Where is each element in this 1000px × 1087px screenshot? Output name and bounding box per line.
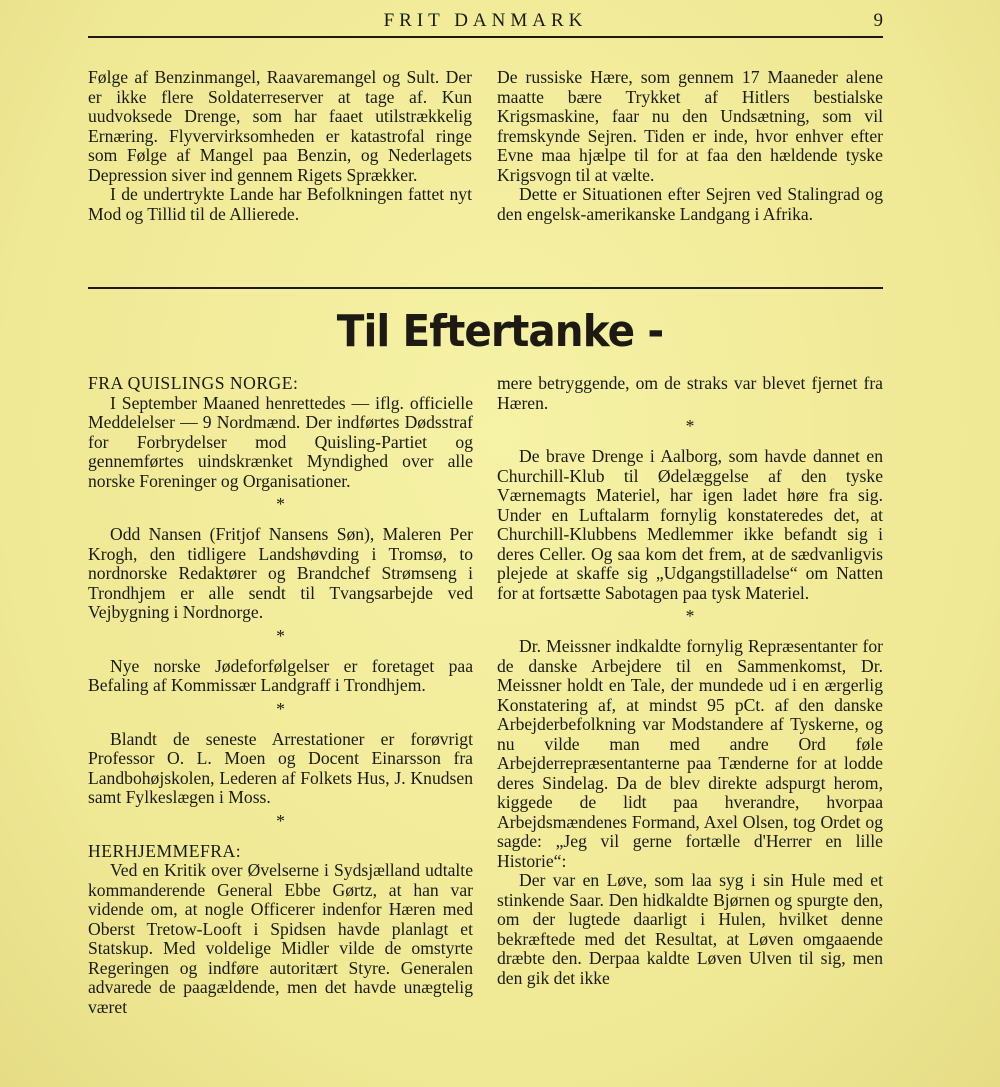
paragraph: mere betryggende, om de straks var blevet fjernet fra Hæren.: [497, 373, 883, 413]
paragraph: Odd Nansen (Fritjof Nansens Søn), Maleren Per Krogh, den tidligere Landshøvding i Tromsø, to nordnorske Redaktører og Brandchef Strømseng i Trondhjem er alle sendt til Tvangsarbejde ved Vejbygning i Nordnorge.: [88, 524, 473, 622]
section-heading: FRA QUISLINGS NORGE:: [88, 373, 299, 393]
paragraph: Dr. Meissner indkaldte fornylig Repræsentanter for de danske Arbejdere til en Sammenkomst, Dr. Meissner holdt en Tale, der mundede ud i en ærgerlig Konstatering af, at mindst 95 pCt. af den danske Arbejderbefolkning var Modstandere af Tyskerne, og nu vilde man med andre Ord føle Arbejderrepræsentanterne paa Tænderne for at lodde deres Sindelag. Da de blev direkte adspurgt herom, kiggede de lidt paa hverandre, hvorpaa Arbejdsmændenes Formand, Axel Olsen, tog Ordet og sagde: „Jeg vil gerne fortælle d'Herrer en lille Historie“:: [497, 636, 883, 871]
paragraph: Blandt de seneste Arrestationer er forøvrigt Professor O. L. Moen og Docent Einarsson fra Landbohøjskolen, Lederen af Folkets Hus, J. Knudsen samt Fylkeslægen i Moss.: [88, 728, 473, 807]
paragraph: Nye norske Jødeforfølgelser er foretaget paa Befaling af Kommissær Landgraff i Trondhjem.: [88, 655, 473, 695]
top-right-column: [497, 68, 883, 224]
section-rule: [88, 287, 883, 289]
separator-star: *: [276, 625, 285, 646]
separator-star: *: [685, 416, 695, 436]
paragraph: De brave Drenge i Aalborg, som havde dannet en Churchill-Klub til Ødelæggelse af den tyske Værnemagts Materiel, har igen ladet høre fra sig. Under en Luftalarm fornylig konstateredes det, at Churchill-Klubbens Medlemmer ikke befandt sig i deres Celler. Og saa kom det frem, at de sædvanligvis plejede at skaffe sig „Udgangstilladelse“ om Natten for at fortsætte Sabotagen paa tysk Materiel.: [497, 446, 883, 603]
bottom-right-column: [497, 374, 883, 988]
paragraph: De russiske Hære, som gennem 17 Maaneder alene maatte bære Trykket af Hitlers bestialske Krigsmaskine, faar nu den Undsætning, som vil fremskynde Sejren. Tiden er inde, hvor enhver efter Evne maa hjælpe til for at faa den hældende tyske Krigsvogn til at vælte.: [497, 67, 883, 185]
paragraph: Der var en Løve, som laa syg i sin Hule med et stinkende Saar. Den hidkaldte Bjørnen og spurgte den, om der lugtede daarligt i Hulen, hvilket denne bekræftede med det Resultat, at Løven omgaaende dræbte den. Derpaa kaldte Løven Ulven til sig, men den gik det ikke: [497, 870, 883, 988]
separator-star: *: [276, 494, 285, 514]
page-header: [88, 8, 883, 34]
paragraph: Dette er Situationen efter Sejren ved Stalingrad og den engelsk-amerikanske Landgang i Afrika.: [497, 184, 883, 224]
paragraph: I de undertrykte Lande har Befolkningen fattet nyt Mod og Tillid til de Allierede.: [88, 184, 472, 224]
top-left-column: [88, 68, 472, 224]
paragraph: I September Maaned henrettedes — iflg. officielle Meddelelser — 9 Nordmænd. Der indførtes Dødsstraf for Forbrydelser mod Quisling-Partiet og gennemførtes uindskrænket Myndighed over alle norske Foreninger og Organisationer.: [88, 392, 473, 491]
section-heading: HERHJEMMEFRA:: [88, 840, 242, 861]
publication-title: FRIT DANMARK: [383, 10, 588, 31]
separator-star: *: [276, 698, 285, 719]
separator-star: *: [685, 606, 695, 626]
separator-star: *: [276, 810, 285, 831]
paragraph: Følge af Benzinmangel, Raavaremangel og Sult. Der er ikke flere Soldaterreserver at tage af. Kun uudvoksede Drenge, som har faaet utilstrækkelig Ernæring. Flyvervirksomheden er katastrofal ringe som Følge af Mangel paa Benzin, og Nederlagets Depression siver ind gennem Rigets Sprækker.: [88, 67, 472, 185]
article-headline: Til Eftertanke -: [336, 306, 664, 357]
header-rule: [88, 36, 883, 38]
paragraph: Ved en Kritik over Øvelserne i Sydsjælland udtalte kommanderende General Ebbe Gørtz, at han var vidende om, at nogle Officerer indenfor Hæren med Oberst Tretow-Looft i Spidsen havde planlagt et Statskup. Med voldelige Midler vilde de omstyrte Regeringen og indføre autoritært Styre. Generalen advarede de paagældende, men det havde unægtelig været: [88, 860, 473, 1017]
page-number: 9: [873, 10, 883, 31]
bottom-left-column: [88, 374, 473, 1017]
